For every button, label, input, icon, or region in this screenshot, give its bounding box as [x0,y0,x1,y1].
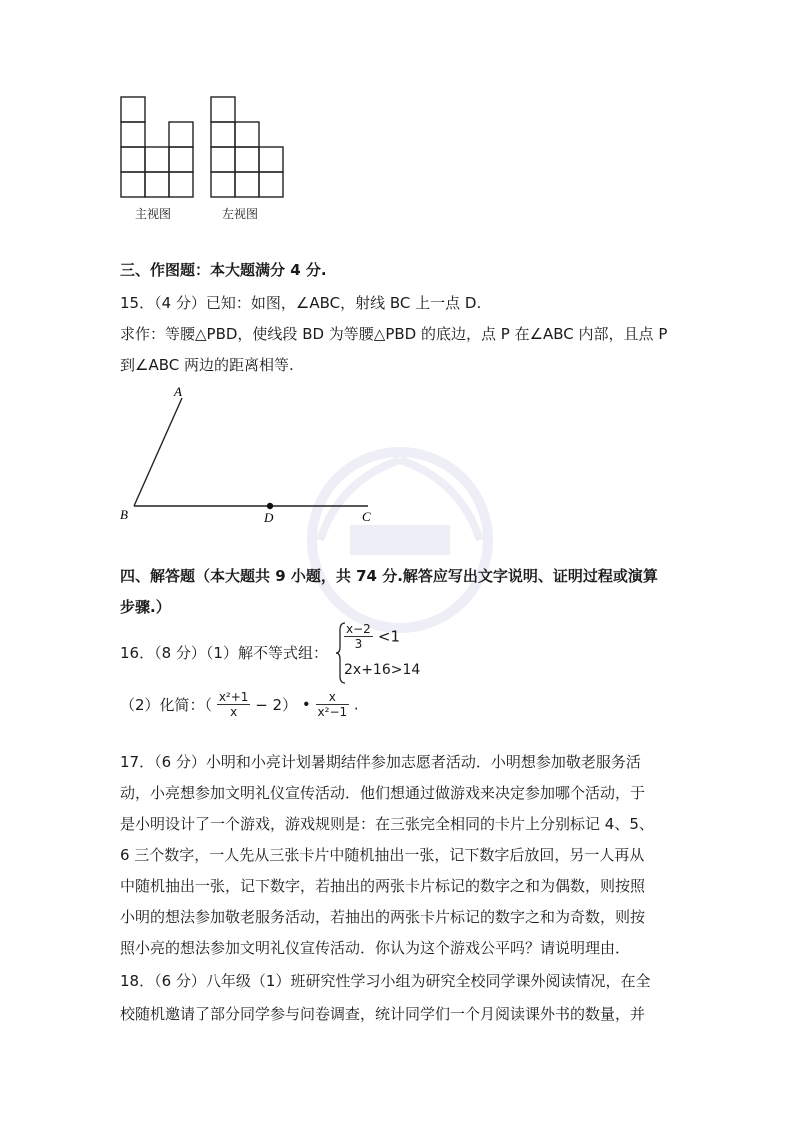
q15-line2: 求作：等腰△PBD，使线段 BD 为等腰△PBD 的底边，点 P 在∠ABC 内部，且点 P [120,325,668,343]
fraction-x2-plus-1-over-x [217,690,251,719]
left-view-caption: 左视图 [222,207,259,221]
fraction-denominator: x²−1 [317,705,348,719]
section4-line1: 四、解答题（本大题共 9 小题，共 74 分.解答应写出文字说明、证明过程或演算 [120,567,658,585]
q17-line: 6 三个数字，一人先从三张卡片中随机抽出一张，记下数字后放回，另一人再从 [120,846,645,864]
dot-operator: • [301,695,311,714]
q17-line: 照小亮的想法参加文明礼仪宣传活动．你认为这个游戏公平吗？请说明理由． [120,939,631,957]
q17-line: 是小明设计了一个游戏，游戏规则是：在三张完全相同的卡片上分别标记 4、5、 [120,815,654,833]
ray-ba [134,398,182,506]
q18-line: 18．（6 分）八年级（1）班研究性学习小组为研究全校同学课外阅读情况，在全 [120,972,651,990]
label-d: D [264,510,274,525]
fraction-denominator: 3 [354,637,363,651]
q16-part2-prefix: （2）化简：（ [120,696,213,714]
front-view-figure [118,94,198,208]
fraction-denominator: x [230,705,238,719]
section3-title: 三、作图题：本大题满分 4 分. [120,261,327,279]
q17-line: 中随机抽出一张，记下数字，若抽出的两张卡片标记的数字之和为偶数，则按照 [120,877,646,895]
left-view-figure [208,94,288,208]
q16-part2 [120,690,359,719]
fraction-numerator: x−2 [346,622,371,636]
q18-line: 校随机邀请了部分同学参与问卷调查，统计同学们一个月阅读课外书的数量，并 [120,1005,646,1023]
q16-part1-prefix: 16．（8 分）（1）解不等式组： [120,644,328,662]
front-view-grid [118,94,198,204]
q15-line3: 到∠ABC 两边的距离相等. [120,356,294,374]
q15-line1: 15．（4 分）已知：如图，∠ABC，射线 BC 上一点 D. [120,294,482,312]
angle-abc-figure [112,382,392,531]
inequality-1-relation: <1 [377,627,401,646]
q17-line: 小明的想法参加敬老服务活动，若抽出的两张卡片标记的数字之和为奇数，则按 [120,908,646,926]
angle-abc-diagram [112,382,392,527]
label-c: C [362,509,371,524]
inequality-1 [344,622,400,651]
inequality-2: 2x+16>14 [344,662,421,678]
fraction-numerator: x [316,690,350,705]
point-d [267,503,273,509]
q17-line: 动，小亮想参加文明礼仪宣传活动．他们想通过做游戏来决定参加哪个活动，于 [120,784,646,802]
section4-line2: 步骤.） [120,598,171,616]
minus-two: − 2） [255,696,298,714]
front-view-caption: 主视图 [135,207,172,221]
end-period: . [353,695,359,714]
label-b: B [120,507,128,522]
fraction-numerator: x²+1 [218,690,249,704]
left-view-grid [208,94,288,204]
fraction-x-minus-2-over-3 [344,622,373,651]
label-a: A [174,384,182,399]
fraction-x-over-x2-minus-1 [316,690,350,719]
q17-line: 17．（6 分）小明和小亮计划暑期结伴参加志愿者活动．小明想参加敬老服务活 [120,753,641,771]
